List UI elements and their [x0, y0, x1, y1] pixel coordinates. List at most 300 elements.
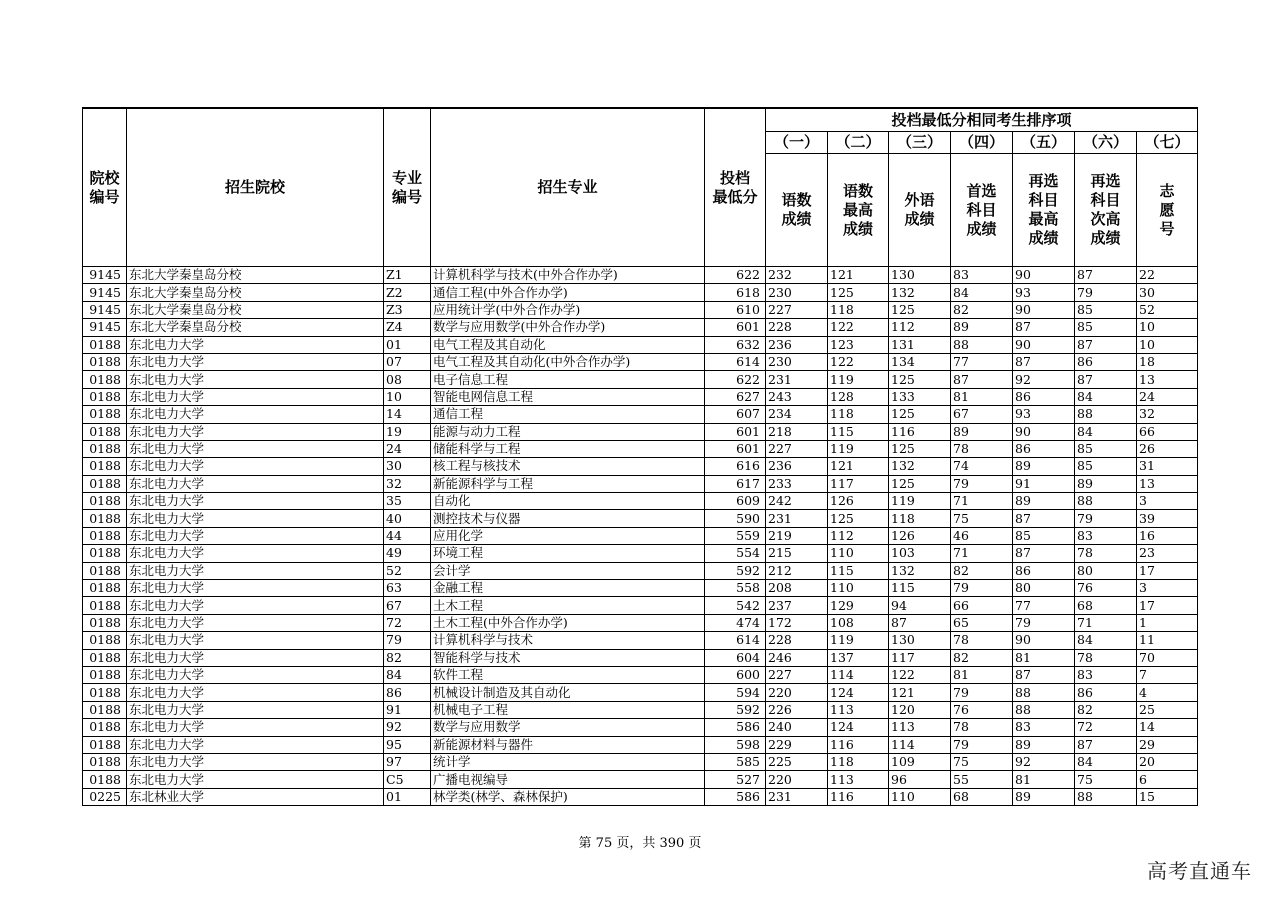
watermark-logo-text: 高考直通车 [1147, 859, 1252, 883]
cell-score-1: 227 [766, 301, 828, 318]
cell-score-6: 79 [1075, 510, 1137, 527]
cell-major-name: 能源与动力工程 [431, 423, 705, 440]
cell-score-1: 243 [766, 388, 828, 405]
cell-score-4: 78 [951, 632, 1013, 649]
cell-school-code: 0188 [83, 701, 127, 718]
cell-score-7: 3 [1137, 493, 1198, 510]
page-number: 第 75 页，共 390 页 [578, 836, 702, 851]
cell-school-name: 东北电力大学 [127, 336, 384, 353]
cell-school-code: 0188 [83, 614, 127, 631]
cell-score-3: 119 [889, 493, 951, 510]
cell-score-6: 87 [1075, 267, 1137, 284]
cell-major-name: 土木工程(中外合作办学) [431, 614, 705, 631]
header-major-code: 专业 编号 [384, 108, 431, 267]
cell-score-7: 13 [1137, 475, 1198, 492]
cell-score-3: 87 [889, 614, 951, 631]
table-row [83, 614, 1198, 631]
cell-score-2: 118 [828, 301, 889, 318]
cell-score-6: 88 [1075, 493, 1137, 510]
cell-score-4: 74 [951, 458, 1013, 475]
cell-score-7: 14 [1137, 719, 1198, 736]
cell-score-6: 84 [1075, 753, 1137, 770]
table-row [83, 493, 1198, 510]
cell-min-score: 586 [705, 788, 766, 805]
table-row [83, 666, 1198, 683]
cell-score-7: 39 [1137, 510, 1198, 527]
cell-score-4: 83 [951, 267, 1013, 284]
cell-major-name: 电子信息工程 [431, 371, 705, 388]
cell-score-4: 79 [951, 580, 1013, 597]
table-row [83, 301, 1198, 318]
cell-min-score: 614 [705, 632, 766, 649]
cell-score-2: 124 [828, 719, 889, 736]
cell-school-name: 东北电力大学 [127, 632, 384, 649]
cell-school-code: 9145 [83, 267, 127, 284]
cell-score-4: 88 [951, 336, 1013, 353]
cell-score-6: 84 [1075, 388, 1137, 405]
cell-min-score: 592 [705, 562, 766, 579]
cell-score-7: 7 [1137, 666, 1198, 683]
cell-min-score: 601 [705, 423, 766, 440]
cell-major-code: 35 [384, 493, 431, 510]
cell-score-4: 79 [951, 684, 1013, 701]
cell-score-2: 121 [828, 458, 889, 475]
cell-min-score: 627 [705, 388, 766, 405]
cell-score-5: 87 [1013, 510, 1075, 527]
cell-school-code: 0188 [83, 666, 127, 683]
cell-school-name: 东北大学秦皇岛分校 [127, 319, 384, 336]
cell-score-3: 131 [889, 336, 951, 353]
cell-score-7: 1 [1137, 614, 1198, 631]
cell-school-name: 东北大学秦皇岛分校 [127, 301, 384, 318]
cell-major-code: 49 [384, 545, 431, 562]
cell-score-2: 119 [828, 371, 889, 388]
cell-score-2: 110 [828, 580, 889, 597]
cell-school-name: 东北电力大学 [127, 440, 384, 457]
cell-min-score: 554 [705, 545, 766, 562]
cell-score-7: 13 [1137, 371, 1198, 388]
cell-score-1: 212 [766, 562, 828, 579]
cell-score-5: 81 [1013, 771, 1075, 788]
cell-major-code: 07 [384, 353, 431, 370]
cell-score-7: 70 [1137, 649, 1198, 666]
cell-score-6: 80 [1075, 562, 1137, 579]
cell-score-1: 233 [766, 475, 828, 492]
table-row [83, 562, 1198, 579]
header-tiebreak-label: 外语 成绩 [889, 154, 951, 267]
cell-major-name: 新能源科学与工程 [431, 475, 705, 492]
cell-score-4: 75 [951, 510, 1013, 527]
cell-score-2: 110 [828, 545, 889, 562]
cell-score-2: 116 [828, 788, 889, 805]
cell-school-code: 0188 [83, 753, 127, 770]
table-row [83, 336, 1198, 353]
cell-score-7: 17 [1137, 597, 1198, 614]
cell-score-4: 75 [951, 753, 1013, 770]
table-row [83, 684, 1198, 701]
cell-score-5: 87 [1013, 666, 1075, 683]
cell-school-name: 东北电力大学 [127, 423, 384, 440]
cell-score-4: 68 [951, 788, 1013, 805]
cell-min-score: 601 [705, 440, 766, 457]
cell-score-2: 116 [828, 736, 889, 753]
cell-score-2: 123 [828, 336, 889, 353]
cell-score-1: 220 [766, 684, 828, 701]
cell-school-name: 东北电力大学 [127, 388, 384, 405]
cell-score-6: 76 [1075, 580, 1137, 597]
cell-min-score: 607 [705, 406, 766, 423]
table-row [83, 753, 1198, 770]
cell-score-7: 24 [1137, 388, 1198, 405]
cell-score-5: 87 [1013, 319, 1075, 336]
cell-school-code: 0225 [83, 788, 127, 805]
header-tiebreak-number: （二） [828, 132, 889, 154]
cell-score-4: 71 [951, 545, 1013, 562]
cell-school-name: 东北林业大学 [127, 788, 384, 805]
cell-score-4: 82 [951, 649, 1013, 666]
cell-min-score: 590 [705, 510, 766, 527]
cell-score-1: 172 [766, 614, 828, 631]
header-school-name: 招生院校 [127, 108, 384, 267]
cell-score-4: 81 [951, 666, 1013, 683]
cell-score-4: 78 [951, 719, 1013, 736]
cell-major-code: 79 [384, 632, 431, 649]
header-tiebreak-title: 投档最低分相同考生排序项 [766, 108, 1198, 132]
cell-major-name: 通信工程 [431, 406, 705, 423]
header-tiebreak-number: （六） [1075, 132, 1137, 154]
cell-score-4: 66 [951, 597, 1013, 614]
cell-score-4: 82 [951, 562, 1013, 579]
cell-score-3: 126 [889, 527, 951, 544]
cell-school-code: 0188 [83, 649, 127, 666]
table-header [83, 108, 1198, 267]
cell-score-6: 71 [1075, 614, 1137, 631]
cell-score-6: 87 [1075, 736, 1137, 753]
cell-score-7: 3 [1137, 580, 1198, 597]
cell-score-3: 125 [889, 371, 951, 388]
cell-min-score: 604 [705, 649, 766, 666]
cell-major-code: 10 [384, 388, 431, 405]
cell-major-code: 14 [384, 406, 431, 423]
cell-score-5: 79 [1013, 614, 1075, 631]
cell-school-code: 0188 [83, 719, 127, 736]
cell-score-6: 85 [1075, 458, 1137, 475]
cell-score-1: 236 [766, 336, 828, 353]
header-tiebreak-number: （三） [889, 132, 951, 154]
cell-major-name: 智能科学与技术 [431, 649, 705, 666]
cell-school-name: 东北电力大学 [127, 666, 384, 683]
cell-score-5: 90 [1013, 632, 1075, 649]
admission-table-container [82, 107, 1197, 806]
cell-score-2: 125 [828, 510, 889, 527]
cell-major-name: 数学与应用数学(中外合作办学) [431, 319, 705, 336]
header-tiebreak-number: （七） [1137, 132, 1198, 154]
cell-score-2: 118 [828, 406, 889, 423]
cell-min-score: 610 [705, 301, 766, 318]
header-tiebreak-number: （四） [951, 132, 1013, 154]
table-row [83, 458, 1198, 475]
cell-major-name: 数学与应用数学 [431, 719, 705, 736]
cell-major-code: Z3 [384, 301, 431, 318]
cell-score-5: 86 [1013, 388, 1075, 405]
cell-score-7: 15 [1137, 788, 1198, 805]
cell-score-4: 65 [951, 614, 1013, 631]
cell-score-6: 83 [1075, 666, 1137, 683]
cell-score-2: 122 [828, 319, 889, 336]
cell-major-name: 智能电网信息工程 [431, 388, 705, 405]
table-body [83, 267, 1198, 806]
cell-score-7: 16 [1137, 527, 1198, 544]
cell-school-code: 0188 [83, 353, 127, 370]
cell-school-code: 0188 [83, 475, 127, 492]
cell-school-code: 0188 [83, 371, 127, 388]
table-row [83, 267, 1198, 284]
cell-min-score: 601 [705, 319, 766, 336]
cell-major-code: 30 [384, 458, 431, 475]
cell-score-1: 229 [766, 736, 828, 753]
cell-major-name: 电气工程及其自动化(中外合作办学) [431, 353, 705, 370]
cell-min-score: 600 [705, 666, 766, 683]
header-major-name: 招生专业 [431, 108, 705, 267]
cell-school-name: 东北电力大学 [127, 353, 384, 370]
cell-school-name: 东北电力大学 [127, 753, 384, 770]
cell-score-3: 125 [889, 301, 951, 318]
cell-major-code: 32 [384, 475, 431, 492]
cell-major-name: 自动化 [431, 493, 705, 510]
cell-major-code: 44 [384, 527, 431, 544]
cell-school-name: 东北大学秦皇岛分校 [127, 284, 384, 301]
table-row [83, 440, 1198, 457]
cell-score-2: 119 [828, 440, 889, 457]
table-row [83, 319, 1198, 336]
header-tiebreak-number: （五） [1013, 132, 1075, 154]
cell-score-5: 87 [1013, 353, 1075, 370]
cell-score-2: 129 [828, 597, 889, 614]
cell-score-2: 113 [828, 701, 889, 718]
cell-major-code: 86 [384, 684, 431, 701]
cell-score-1: 242 [766, 493, 828, 510]
cell-score-6: 84 [1075, 632, 1137, 649]
cell-score-7: 6 [1137, 771, 1198, 788]
cell-score-7: 52 [1137, 301, 1198, 318]
table-row [83, 736, 1198, 753]
cell-score-6: 78 [1075, 545, 1137, 562]
cell-score-5: 86 [1013, 562, 1075, 579]
cell-score-3: 116 [889, 423, 951, 440]
cell-school-code: 9145 [83, 284, 127, 301]
cell-score-7: 23 [1137, 545, 1198, 562]
cell-school-code: 0188 [83, 527, 127, 544]
table-row [83, 475, 1198, 492]
cell-score-2: 108 [828, 614, 889, 631]
cell-score-2: 117 [828, 475, 889, 492]
cell-score-2: 126 [828, 493, 889, 510]
cell-score-4: 82 [951, 301, 1013, 318]
cell-score-6: 87 [1075, 336, 1137, 353]
cell-score-4: 79 [951, 736, 1013, 753]
cell-score-3: 125 [889, 406, 951, 423]
cell-score-2: 125 [828, 284, 889, 301]
cell-score-4: 71 [951, 493, 1013, 510]
cell-school-code: 0188 [83, 458, 127, 475]
cell-score-4: 87 [951, 371, 1013, 388]
cell-score-3: 96 [889, 771, 951, 788]
cell-score-7: 20 [1137, 753, 1198, 770]
cell-major-name: 软件工程 [431, 666, 705, 683]
cell-score-6: 87 [1075, 371, 1137, 388]
cell-score-2: 115 [828, 423, 889, 440]
cell-major-code: C5 [384, 771, 431, 788]
cell-score-6: 86 [1075, 353, 1137, 370]
cell-score-4: 67 [951, 406, 1013, 423]
cell-school-name: 东北电力大学 [127, 545, 384, 562]
cell-score-6: 72 [1075, 719, 1137, 736]
cell-major-code: 08 [384, 371, 431, 388]
cell-school-code: 0188 [83, 580, 127, 597]
cell-school-name: 东北电力大学 [127, 371, 384, 388]
cell-min-score: 594 [705, 684, 766, 701]
cell-major-name: 计算机科学与技术 [431, 632, 705, 649]
cell-score-7: 18 [1137, 353, 1198, 370]
cell-score-7: 31 [1137, 458, 1198, 475]
cell-school-name: 东北大学秦皇岛分校 [127, 267, 384, 284]
cell-score-6: 86 [1075, 684, 1137, 701]
cell-major-code: 01 [384, 788, 431, 805]
cell-score-4: 78 [951, 440, 1013, 457]
cell-school-name: 东北电力大学 [127, 510, 384, 527]
cell-score-6: 79 [1075, 284, 1137, 301]
cell-school-code: 0188 [83, 388, 127, 405]
cell-major-code: 72 [384, 614, 431, 631]
table-row [83, 580, 1198, 597]
cell-school-name: 东北电力大学 [127, 493, 384, 510]
cell-school-code: 0188 [83, 771, 127, 788]
cell-score-5: 93 [1013, 284, 1075, 301]
cell-min-score: 527 [705, 771, 766, 788]
cell-score-1: 227 [766, 666, 828, 683]
cell-score-6: 82 [1075, 701, 1137, 718]
cell-score-3: 112 [889, 319, 951, 336]
cell-major-code: 95 [384, 736, 431, 753]
cell-major-code: 84 [384, 666, 431, 683]
cell-major-code: 92 [384, 719, 431, 736]
cell-major-name: 核工程与核技术 [431, 458, 705, 475]
cell-school-code: 0188 [83, 597, 127, 614]
cell-school-name: 东北电力大学 [127, 771, 384, 788]
cell-school-name: 东北电力大学 [127, 684, 384, 701]
cell-score-1: 230 [766, 353, 828, 370]
cell-school-code: 0188 [83, 736, 127, 753]
table-row [83, 545, 1198, 562]
cell-major-name: 储能科学与工程 [431, 440, 705, 457]
cell-school-name: 东北电力大学 [127, 597, 384, 614]
cell-score-5: 90 [1013, 301, 1075, 318]
cell-min-score: 559 [705, 527, 766, 544]
cell-score-2: 122 [828, 353, 889, 370]
cell-score-4: 79 [951, 475, 1013, 492]
cell-score-1: 225 [766, 753, 828, 770]
cell-school-code: 9145 [83, 319, 127, 336]
cell-score-5: 89 [1013, 493, 1075, 510]
cell-score-3: 132 [889, 284, 951, 301]
table-row [83, 701, 1198, 718]
cell-score-5: 81 [1013, 649, 1075, 666]
header-tiebreak-label: 语数 成绩 [766, 154, 828, 267]
cell-score-3: 130 [889, 267, 951, 284]
cell-min-score: 598 [705, 736, 766, 753]
cell-major-name: 机械电子工程 [431, 701, 705, 718]
cell-score-3: 117 [889, 649, 951, 666]
cell-score-1: 246 [766, 649, 828, 666]
cell-school-name: 东北电力大学 [127, 580, 384, 597]
cell-score-5: 85 [1013, 527, 1075, 544]
cell-score-4: 55 [951, 771, 1013, 788]
cell-score-6: 75 [1075, 771, 1137, 788]
cell-score-3: 130 [889, 632, 951, 649]
admission-score-table [82, 107, 1198, 806]
cell-min-score: 616 [705, 458, 766, 475]
cell-min-score: 622 [705, 267, 766, 284]
cell-score-1: 226 [766, 701, 828, 718]
cell-school-code: 9145 [83, 301, 127, 318]
cell-score-3: 132 [889, 458, 951, 475]
cell-score-5: 92 [1013, 371, 1075, 388]
cell-score-5: 88 [1013, 684, 1075, 701]
cell-school-code: 0188 [83, 632, 127, 649]
cell-score-5: 93 [1013, 406, 1075, 423]
cell-score-6: 89 [1075, 475, 1137, 492]
cell-score-3: 134 [889, 353, 951, 370]
cell-major-code: Z2 [384, 284, 431, 301]
header-min-score: 投档 最低分 [705, 108, 766, 267]
cell-school-code: 0188 [83, 545, 127, 562]
cell-score-1: 234 [766, 406, 828, 423]
cell-school-code: 0188 [83, 562, 127, 579]
cell-min-score: 558 [705, 580, 766, 597]
header-tiebreak-label: 志 愿 号 [1137, 154, 1198, 267]
cell-score-5: 90 [1013, 423, 1075, 440]
table-row [83, 597, 1198, 614]
cell-score-5: 83 [1013, 719, 1075, 736]
cell-major-name: 环境工程 [431, 545, 705, 562]
cell-major-code: 82 [384, 649, 431, 666]
cell-min-score: 542 [705, 597, 766, 614]
cell-score-2: 118 [828, 753, 889, 770]
cell-score-2: 137 [828, 649, 889, 666]
cell-score-6: 88 [1075, 406, 1137, 423]
cell-major-code: 63 [384, 580, 431, 597]
cell-score-7: 32 [1137, 406, 1198, 423]
cell-score-3: 94 [889, 597, 951, 614]
cell-score-4: 77 [951, 353, 1013, 370]
cell-major-code: 24 [384, 440, 431, 457]
cell-score-2: 119 [828, 632, 889, 649]
cell-score-1: 232 [766, 267, 828, 284]
cell-score-1: 219 [766, 527, 828, 544]
cell-score-3: 109 [889, 753, 951, 770]
cell-major-code: Z4 [384, 319, 431, 336]
cell-score-3: 115 [889, 580, 951, 597]
cell-score-7: 11 [1137, 632, 1198, 649]
cell-score-1: 231 [766, 371, 828, 388]
cell-school-name: 东北电力大学 [127, 562, 384, 579]
table-row [83, 423, 1198, 440]
cell-major-code: 67 [384, 597, 431, 614]
cell-min-score: 618 [705, 284, 766, 301]
cell-major-code: Z1 [384, 267, 431, 284]
cell-major-name: 通信工程(中外合作办学) [431, 284, 705, 301]
cell-score-6: 84 [1075, 423, 1137, 440]
